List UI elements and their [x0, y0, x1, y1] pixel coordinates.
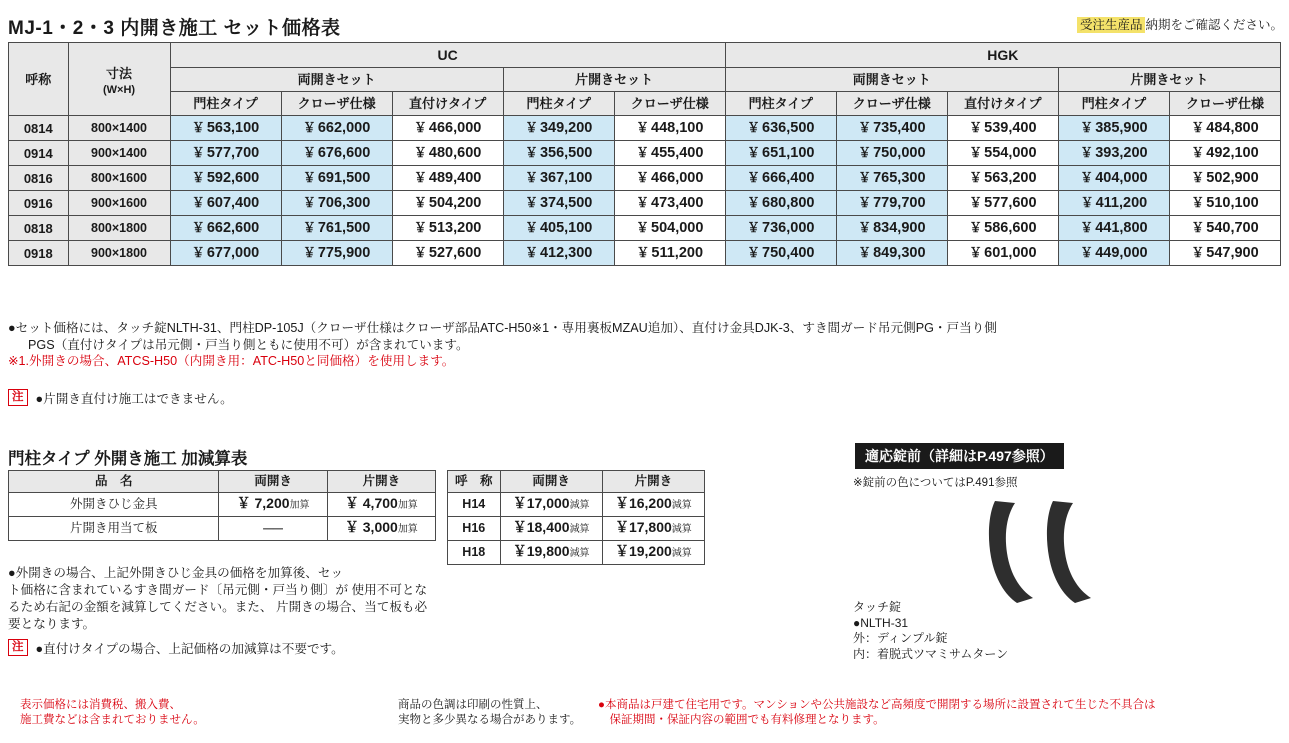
price-cell: ￥ 834,900 — [836, 216, 947, 241]
price-table — [8, 42, 1281, 266]
note-line-3: ※1.外開きの場合、ATCS-H50（内開き用：ATC-H50と同価格）を使用します。 — [8, 354, 455, 368]
price-cell: ￥ 680,800 — [725, 191, 836, 216]
price-cell: ￥ 511,200 — [614, 241, 725, 266]
price-cell: ￥ 651,100 — [725, 141, 836, 166]
price-cell: ￥ 405,100 — [503, 216, 614, 241]
type-header-1: クローザ仕様 — [281, 92, 392, 116]
lock-caption-line-4: 内：着脱式ツマミサムターン — [853, 646, 1009, 661]
door-handle-icon — [975, 495, 1115, 610]
row-code: 0914 — [9, 141, 69, 166]
h-code: H16 — [448, 517, 501, 541]
price-cell: ￥ 349,200 — [503, 116, 614, 141]
htab-col-both: 両開き — [500, 471, 602, 493]
price-cell: ￥ 492,100 — [1169, 141, 1280, 166]
addsub-single-value: ￥ 3,000加算 — [327, 517, 435, 541]
price-cell: ￥ 691,500 — [281, 166, 392, 191]
h-both-value: ￥17,000減算 — [500, 493, 602, 517]
htab-col-code: 呼 称 — [448, 471, 501, 493]
section2-para-line-1: ●外開きの場合、上記外開きひじ金具の価格を加算後、セッ — [8, 566, 344, 580]
price-cell: ￥ 356,500 — [503, 141, 614, 166]
h-deduction-row — [448, 493, 705, 517]
col-header-code: 呼称 — [9, 43, 69, 116]
h-code: H18 — [448, 541, 501, 565]
addsub-table — [8, 470, 436, 541]
type-header-4: クローザ仕様 — [614, 92, 725, 116]
price-cell: ￥ 735,400 — [836, 116, 947, 141]
row-size: 900×1400 — [68, 141, 170, 166]
h-single-value: ￥17,800減算 — [602, 517, 704, 541]
row-size: 800×1400 — [68, 116, 170, 141]
price-cell: ￥ 547,900 — [1169, 241, 1280, 266]
section2-para-line-4: 片開きの場合、当て板も必要となります。 — [8, 600, 428, 631]
price-cell: ￥ 502,900 — [1169, 166, 1280, 191]
row-code: 0916 — [9, 191, 69, 216]
price-cell: ￥ 455,400 — [614, 141, 725, 166]
order-note-text: 納期をご確認ください。 — [1145, 18, 1283, 32]
table-row — [9, 116, 1281, 141]
table-row — [9, 241, 1281, 266]
table-row — [9, 191, 1281, 216]
row-code: 0816 — [9, 166, 69, 191]
price-cell: ￥ 393,200 — [1058, 141, 1169, 166]
addsub-row — [9, 493, 436, 517]
table-row — [9, 216, 1281, 241]
h-deduction-row — [448, 517, 705, 541]
price-cell: ￥ 662,000 — [281, 116, 392, 141]
price-cell: ￥ 662,600 — [170, 216, 281, 241]
addsub-col-name: 品 名 — [9, 471, 219, 493]
group-header-hgk: HGK — [725, 43, 1280, 68]
caution-badge-1: 注 — [8, 389, 28, 406]
price-cell: ￥ 404,000 — [1058, 166, 1169, 191]
set-header-hgk-double: 両開きセット — [725, 68, 1058, 92]
lock-caption-line-2: ●NLTH-31 — [853, 615, 909, 630]
addsub-single-value: ￥ 4,700加算 — [327, 493, 435, 517]
price-cell: ￥ 577,700 — [170, 141, 281, 166]
footer-mid-line-1: 商品の色調は印刷の性質上、 — [398, 699, 548, 711]
type-header-8: 門柱タイプ — [1058, 92, 1169, 116]
price-cell: ￥ 601,000 — [947, 241, 1058, 266]
price-cell: ￥ 586,600 — [947, 216, 1058, 241]
addsub-both-value: ── — [219, 517, 327, 541]
lock-handle-image — [975, 495, 1115, 610]
footer-left — [20, 698, 205, 727]
addsub-col-both: 両開き — [219, 471, 327, 493]
h-both-value: ￥18,400減算 — [500, 517, 602, 541]
row-size: 900×1600 — [68, 191, 170, 216]
h-single-value: ￥19,200減算 — [602, 541, 704, 565]
price-cell: ￥ 539,400 — [947, 116, 1058, 141]
htab-col-single: 片開き — [602, 471, 704, 493]
price-cell: ￥ 504,000 — [614, 216, 725, 241]
row-code: 0814 — [9, 116, 69, 141]
price-cell: ￥ 563,100 — [170, 116, 281, 141]
price-cell: ￥ 779,700 — [836, 191, 947, 216]
price-cell: ￥ 750,400 — [725, 241, 836, 266]
type-header-7: 直付けタイプ — [947, 92, 1058, 116]
price-cell: ￥ 374,500 — [503, 191, 614, 216]
row-size: 800×1800 — [68, 216, 170, 241]
table-header-row-type — [9, 92, 1281, 116]
lock-section-badge: 適応錠前（詳細はP.497参照） — [855, 443, 1064, 469]
order-note — [1077, 15, 1283, 33]
table-row — [9, 141, 1281, 166]
price-cell: ￥ 480,600 — [392, 141, 503, 166]
lock-caption-line-3: 外：ディンプル錠 — [853, 631, 948, 645]
price-cell: ￥ 592,600 — [170, 166, 281, 191]
h-deduction-table — [447, 470, 705, 565]
type-header-0: 門柱タイプ — [170, 92, 281, 116]
set-header-uc-single: 片開きセット — [503, 68, 725, 92]
row-code: 0918 — [9, 241, 69, 266]
price-cell: ￥ 554,000 — [947, 141, 1058, 166]
section2-paragraph — [8, 565, 438, 633]
price-cell: ￥ 484,800 — [1169, 116, 1280, 141]
price-cell: ￥ 412,300 — [503, 241, 614, 266]
price-cell: ￥ 736,000 — [725, 216, 836, 241]
group-header-uc: UC — [170, 43, 725, 68]
set-header-hgk-single: 片開きセット — [1058, 68, 1280, 92]
price-cell: ￥ 449,000 — [1058, 241, 1169, 266]
lock-color-note: ※錠前の色についてはP.491参照 — [853, 477, 1018, 489]
row-code: 0818 — [9, 216, 69, 241]
footer-middle — [398, 698, 581, 727]
price-notes — [8, 320, 1278, 370]
price-cell: ￥ 385,900 — [1058, 116, 1169, 141]
price-cell: ￥ 563,200 — [947, 166, 1058, 191]
h-single-value: ￥16,200減算 — [602, 493, 704, 517]
table-header-row-group — [9, 43, 1281, 68]
price-cell: ￥ 706,300 — [281, 191, 392, 216]
table-row — [9, 166, 1281, 191]
price-cell: ￥ 676,600 — [281, 141, 392, 166]
type-header-2: 直付けタイプ — [392, 92, 503, 116]
price-cell: ￥ 761,500 — [281, 216, 392, 241]
htab-header-row — [448, 471, 705, 493]
price-cell: ￥ 750,000 — [836, 141, 947, 166]
note-line-1: ●セット価格には、タッチ錠NLTH-31、門柱DP-105J（クローザ仕様はクローザ部品ATC-H50※1・専用裏板MZAU追加）、直付け金具DJK-3、すき間ガード吊元側PG・戸当り側 — [8, 321, 997, 335]
footer-left-line-2: 施工費などは含まれておりません。 — [20, 713, 205, 726]
set-header-uc-double: 両開きセット — [170, 68, 503, 92]
addsub-row — [9, 517, 436, 541]
price-cell: ￥ 441,800 — [1058, 216, 1169, 241]
footer-right — [598, 698, 1156, 727]
order-badge: 受注生産品 — [1077, 17, 1146, 33]
h-code: H14 — [448, 493, 501, 517]
row-size: 800×1600 — [68, 166, 170, 191]
page-title: MJ-1・2・3 内開き施工 セット価格表 — [8, 18, 341, 39]
caution-text-2: ●直付けタイプの場合、上記価格の加減算は不要です。 — [35, 642, 344, 656]
type-header-6: クローザ仕様 — [836, 92, 947, 116]
caution-1 — [8, 388, 233, 407]
section2-para-line-2: ト価格に含まれているすき間ガード〔吊元側・戸当り側〕が — [8, 583, 349, 597]
h-both-value: ￥19,800減算 — [500, 541, 602, 565]
footer-right-line-2: 保証期間・保証内容の範囲でも有料修理となります。 — [598, 713, 885, 726]
table-header-row-set — [9, 68, 1281, 92]
price-cell: ￥ 504,200 — [392, 191, 503, 216]
type-header-3: 門柱タイプ — [503, 92, 614, 116]
price-cell: ￥ 489,400 — [392, 166, 503, 191]
row-size: 900×1800 — [68, 241, 170, 266]
note-line-2: PGS（直付けタイプは吊元側・戸当り側ともに使用不可）が含まれています。 — [28, 337, 469, 352]
lock-caption — [853, 600, 1008, 662]
price-cell: ￥ 677,000 — [170, 241, 281, 266]
lock-caption-line-1: タッチ錠 — [853, 600, 902, 614]
caution-2 — [8, 638, 344, 657]
caution-text-1: ●片開き直付け施工はできません。 — [35, 392, 233, 406]
price-cell: ￥ 510,100 — [1169, 191, 1280, 216]
addsub-item-name: 外開きひじ金具 — [9, 493, 219, 517]
price-cell: ￥ 411,200 — [1058, 191, 1169, 216]
footer-left-line-1: 表示価格には消費税、搬入費、 — [20, 699, 181, 711]
price-cell: ￥ 466,000 — [392, 116, 503, 141]
type-header-9: クローザ仕様 — [1169, 92, 1280, 116]
price-cell: ￥ 607,400 — [170, 191, 281, 216]
type-header-5: 門柱タイプ — [725, 92, 836, 116]
addsub-col-single: 片開き — [327, 471, 435, 493]
addsub-item-name: 片開き用当て板 — [9, 517, 219, 541]
price-cell: ￥ 527,600 — [392, 241, 503, 266]
price-cell: ￥ 765,300 — [836, 166, 947, 191]
footer-right-line-1: ●本商品は戸建て住宅用です。マンションや公共施設など高頻度で開閉する場所に設置されて生じた不具合は — [598, 699, 1156, 711]
price-cell: ￥ 466,000 — [614, 166, 725, 191]
col-header-size-main: 寸法 — [106, 66, 133, 81]
addsub-both-value: ￥ 7,200加算 — [219, 493, 327, 517]
caution-badge-2: 注 — [8, 639, 28, 656]
col-header-size-sub: (W×H) — [102, 84, 136, 96]
price-cell: ￥ 636,500 — [725, 116, 836, 141]
h-deduction-row — [448, 541, 705, 565]
addsub-header-row — [9, 471, 436, 493]
col-header-size — [68, 43, 170, 116]
section2-para-line-3: 使用不可となるため右記の金額を減算してください。また、 — [8, 583, 428, 614]
price-cell: ￥ 448,100 — [614, 116, 725, 141]
price-cell: ￥ 775,900 — [281, 241, 392, 266]
price-cell: ￥ 513,200 — [392, 216, 503, 241]
footer-mid-line-2: 実物と多少異なる場合があります。 — [398, 713, 582, 726]
section2-title: 門柱タイプ 外開き施工 加減算表 — [8, 450, 248, 468]
price-cell: ￥ 473,400 — [614, 191, 725, 216]
price-cell: ￥ 577,600 — [947, 191, 1058, 216]
price-cell: ￥ 849,300 — [836, 241, 947, 266]
price-cell: ￥ 666,400 — [725, 166, 836, 191]
price-cell: ￥ 367,100 — [503, 166, 614, 191]
price-cell: ￥ 540,700 — [1169, 216, 1280, 241]
